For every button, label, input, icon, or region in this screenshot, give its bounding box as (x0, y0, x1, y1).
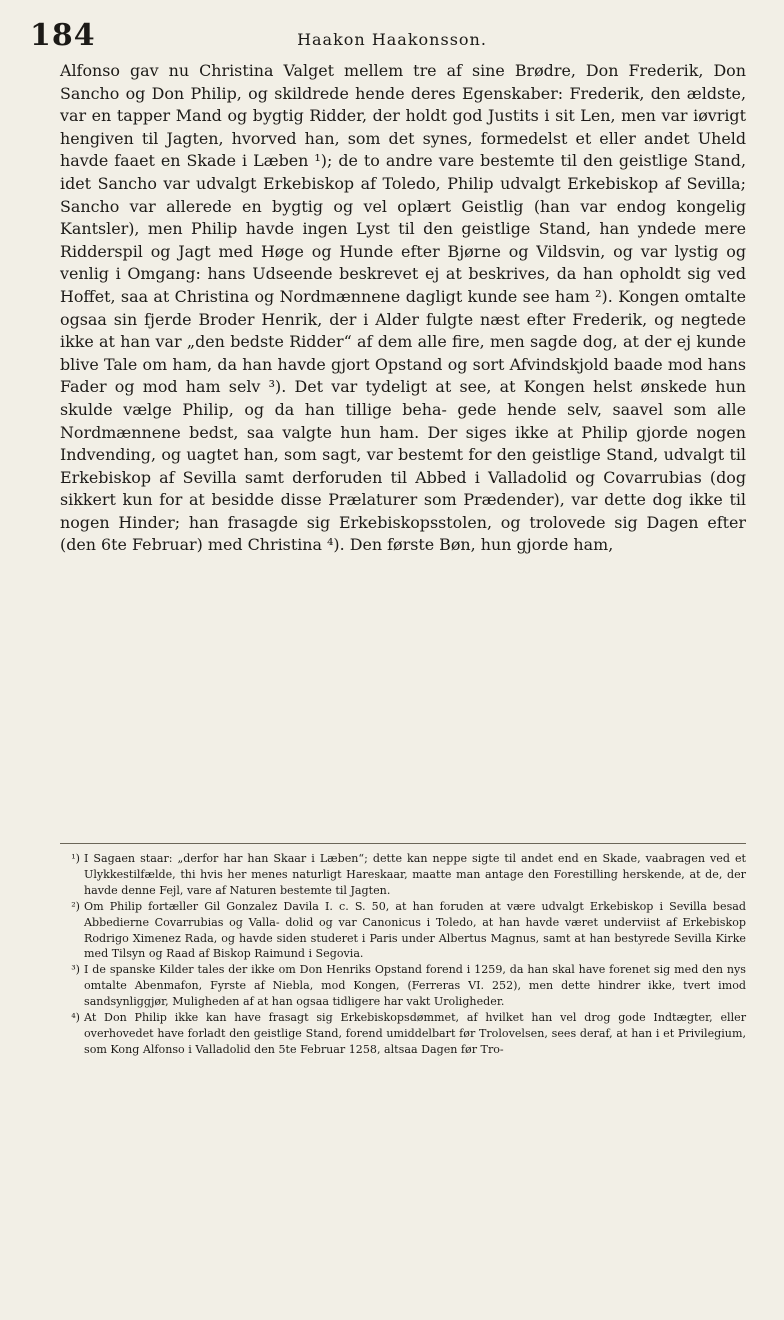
footnote-text: At Don Philip ikke kan have frasagt sig Erkebiskopsdømmet, af hvilket han vel drog gode Indtægter, eller overhovedet have forladt den geistlige Stand, forend umiddelbart før Trolovelsen, sees deraf, at han i et Privilegium, som Kong Alfonso i Valladolid den 5te Februar 1258, altsaa Dagen før Tro- (84, 1011, 746, 1056)
footnote (60, 1010, 746, 1058)
main-text (60, 60, 746, 557)
footnote-number: ⁴) (71, 1011, 80, 1025)
footnote-text: Om Philip fortæller Gil Gonzalez Davila I. c. S. 50, at han foruden at være udvalgt Erkebiskop i Sevilla besad Abbedierne Covarrubias og Valla- dolid og var Canonicus i Toledo, at han havde været underviist af Erkebiskop Rodrigo Ximenez Rada, og havde siden studeret i Paris under Albertus Magnus, samt at han bestyrede Sevilla Kirke med Tilsyn og Raad af Biskop Raimund i Segovia. (84, 899, 746, 961)
footnote-text: I de spanske Kilder tales der ikke om Don Henriks Opstand forend i 1259, da han skal have forenet sig med den nys omtalte Abenmafon, Fyrste af Niebla, mod Kongen, (Ferreras VI. 252), men dette hindrer ikke, tvert imod sandsynliggjør, Muligheden af at han ogsaa tidligere har vakt Uroligheder. (84, 963, 746, 1009)
footnote-number: ³) (71, 963, 80, 977)
page-number: 184 (30, 18, 96, 53)
footnote-divider (60, 843, 746, 844)
footnote-number: ¹) (71, 852, 80, 865)
running-head: Haakon Haakonsson. (297, 30, 487, 49)
footnote-text: I Sagaen staar: „derfor har han Skaar i Læben“; dette kan neppe sigte til andet end en Skade, vaabragen ved et Ulykkestilfælde, thi hvis her menes naturligt Hareskaar, maatte man antage den Forestilling herskende, at de, der havde denne Fejl, vare af Naturen bestemte til Jagten. (84, 852, 746, 897)
footnote (60, 962, 746, 1010)
footnote (60, 851, 746, 899)
footnote-number: ²) (71, 899, 80, 913)
footnote (60, 899, 746, 963)
footnotes (60, 851, 746, 1058)
body-paragraph: Alfonso gav nu Christina Valget mellem tre af sine Brødre, Don Frederik, Don Sancho og Don Philip, og skildrede hende deres Egenskaber: Frederik, den ældste, var en tapper Mand og bygtig Ridder, der holdt god Justits i sit Len, men var iøvrigt hengiven til Jagten, hvorved han, som det synes, formedelst et eller andet Uheld havde faaet en Skade i Læben ¹); de to andre vare bestemte til den geistlige Stand, idet Sancho var udvalgt Erkebiskop af Toledo, Philip udvalgt Erkebiskop af Sevilla; Sancho var allerede en bygtig og vel oplært Geistlig (han var endog kongelig Kantsler), men Philip havde ingen Lyst til den geistlige Stand, han yndede mere Ridderspil og Jagt med Høge og Hunde efter Bjørne og Vildsvin, og var lystig og venlig i Omgang: hans Udseende beskrevet ej at beskrives, da han opholdt sig ved Hoffet, saa at Christina og Nordmænnene dagligt kunde see ham ²). Kongen omtalte ogsaa sin fjerde Broder Henrik, der i Alder fulgte næst efter Frederik, og negtede ikke at han var „den bedste Ridder“ af dem alle fire, men sagde dog, at der ej kunde blive Tale om ham, da han havde gjort Opstand og sort Afvindskjold baade mod hans Fader og mod ham selv ³). Det var tydeligt at see, at Kongen helst ønskede hun skulde vælge Philip, og da han tillige beha- gede hende selv, saavel som alle Nordmænnene bedst, saa valgte hun ham. Der siges ikke at Philip gjorde nogen Indvending, og uagtet han, som sagt, var bestemt for den geistlige Stand, udvalgt til Erkebiskop af Sevilla samt derforuden til Abbed i Valladolid og Covarrubias (dog sikkert kun for at besidde disse Prælaturer som Prædender), var dette dog ikke til nogen Hinder; han frasagde sig Erkebiskopsstolen, og trolovede sig Dagen efter (den 6te Februar) med Christina ⁴). Den første Bøn, hun gjorde ham, (60, 61, 746, 555)
